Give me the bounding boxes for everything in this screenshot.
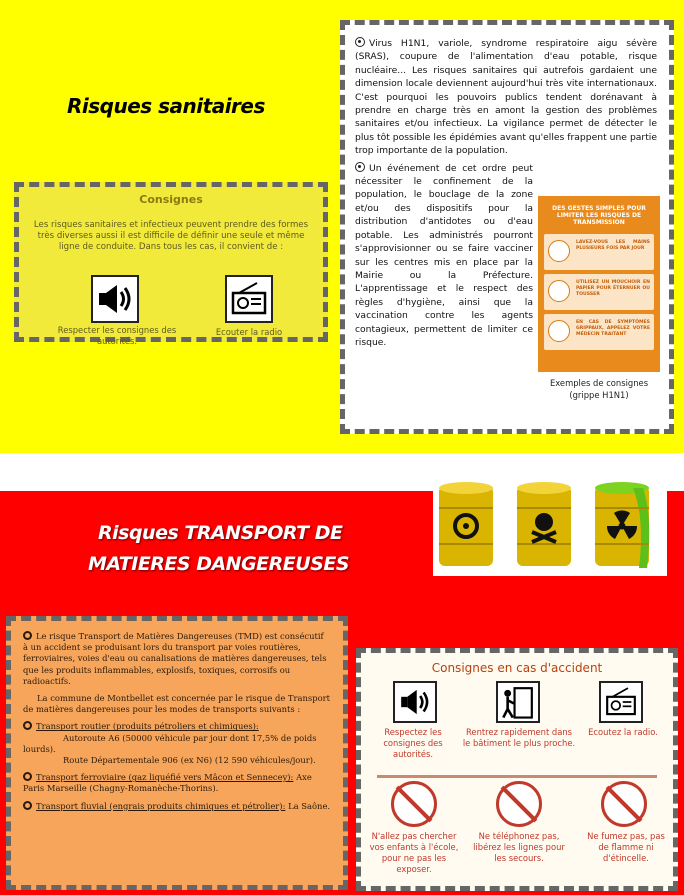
bullet-icon — [23, 801, 32, 810]
sanitaires-paragraph-2: Un événement de cet ordre peut nécessiter le confinement de la population, le bouclage de la zone et/ou des dispositifs pour la distribution d'antidotes ou d'eau potable. Les administrés pourront s'approvisionner ou se faire vacciner sur les centres mis en place par la Mairie ou la Préfecture. L'apprentissage et le respect des règles d'hygiène, ainsi que la vaccination contre les agents contagieux, permettent de limiter ce risque. — [355, 162, 533, 348]
radio-icon — [225, 275, 273, 323]
tissue-icon — [548, 280, 570, 302]
biohazard-barrel-icon — [439, 482, 493, 566]
leaflet-row: EN CAS DE SYMPTÔMES GRIPPAUX, APPELEZ VOTRE MÉDECIN TRAITANT — [544, 314, 654, 350]
tmd-commune: La commune de Montbellet est concernée par le risque de Transport de matières dangereuses pour les modes de transports suivants : — [23, 693, 330, 715]
bullet-icon — [23, 721, 32, 730]
bullet-icon — [23, 631, 32, 640]
phone-icon — [548, 320, 570, 342]
bullet-icon — [23, 772, 32, 781]
accident-title: Consignes en cas d'accident — [431, 661, 603, 675]
leaflet-row: UTILISEZ UN MOUCHOIR EN PAPIER POUR ÉTERNUER OU TOUSSER — [544, 274, 654, 310]
divider — [377, 775, 657, 778]
consignes-text: Les risques sanitaires et infectieux peuvent prendre des formes très diverses aussi il est difficile de définir une seule et même ligne de conduite. Dans tous les cas, il convient de : — [33, 220, 309, 252]
enter-building-icon — [496, 681, 540, 723]
tmd-river: Transport fluvial (engrais produits chimiques et pétrolier): La Saône. — [23, 801, 331, 812]
grippe-leaflet-image — [538, 196, 660, 372]
no-smoking-icon — [601, 781, 647, 827]
hazard-barrels-image — [433, 478, 667, 576]
tmd-heading-line1: Risques TRANSPORT DE — [98, 522, 343, 544]
sanitaires-paragraph-1: Virus H1N1, variole, syndrome respiratoire aigu sévère (SRAS), coupure de l'alimentation d'eau potable, risque nucléaire... Les risques sanitaires qui autrefois gardaient une dimension locale deviennent aujourd'hui très vite internationaux. C'est pourquoi les pouvoirs publics tendent dorénavant à prendre en charge très en amont la gestion des problèmes sanitaires et/ou infectieux. La vigilance permet de détecter le plus tôt possible les épidémies avant qu'elles frappent une partie trop importante de la population. — [355, 38, 657, 157]
sanitaires-text-box — [340, 20, 674, 434]
accident-consigne-building: Rentrez rapidement dans le bâtiment le plus proche. — [462, 727, 576, 748]
bullet-icon — [355, 162, 365, 172]
skull-barrel-icon — [517, 482, 571, 566]
leaflet-caption: Exemples de consignes (grippe H1N1) — [549, 378, 649, 400]
accident-consigne-phone: Ne téléphonez pas, libérez les lignes pour les secours. — [473, 831, 565, 863]
accident-consigne-school: N'allez pas chercher vos enfants à l'école, pour ne pas les exposer. — [369, 831, 459, 874]
accident-consigne-respect: Respectez les consignes des autorités. — [383, 727, 443, 759]
sanitaires-consignes-box — [14, 182, 328, 346]
no-phone-icon — [496, 781, 542, 827]
consigne-respect-label: Respecter les consignes des autorités. — [57, 325, 177, 346]
accident-consigne-smoking: Ne fumez pas, pas de flamme ni d'étincelle. — [587, 831, 665, 863]
loudspeaker-icon — [91, 275, 139, 323]
tmd-rail: Transport ferroviaire (gaz liquéfié vers Mâcon et Sennecey): Axe Paris Marseille (Chagny-Romanèche-Thorins). — [23, 772, 312, 794]
loudspeaker-icon — [393, 681, 437, 723]
radio-icon — [599, 681, 643, 723]
leaflet-row: LAVEZ-VOUS LES MAINS PLUSIEURS FOIS PAR JOUR — [544, 234, 654, 270]
tmd-heading-line2: MATIERES DANGEREUSES — [88, 553, 350, 575]
tmd-intro: Le risque Transport de Matières Dangereuses (TMD) est consécutif à un accident se produisant lors du transport par voies routières, ferroviaires, voies d'eau ou canalisations de matières dangereuses, tels que les produits inflammables, explosifs, toxiques, corrosifs ou radioactifs. — [23, 631, 327, 686]
accident-consignes-box — [356, 648, 678, 891]
sanitaires-heading: Risques sanitaires — [67, 94, 265, 118]
hand-wash-icon — [548, 240, 570, 262]
tmd-text-box — [6, 616, 348, 890]
consignes-title: Consignes — [139, 193, 203, 206]
accident-consigne-radio: Ecoutez la radio. — [588, 727, 658, 737]
radioactive-barrel-icon — [595, 482, 649, 568]
bullet-icon — [355, 37, 365, 47]
consigne-radio-label: Ecouter la radio — [215, 327, 283, 337]
no-school-pickup-icon — [391, 781, 437, 827]
leaflet-header: DES GESTES SIMPLES POUR LIMITER LES RISQUES DE TRANSMISSION — [552, 205, 646, 227]
tmd-road: Transport routier (produits pétroliers et chimiques): Autoroute A6 (50000 véhicule par jour dont 17,5% de poids lourds). Route Départementale 906 (ex N6) (12 590 véhicules/jour). — [23, 721, 317, 766]
